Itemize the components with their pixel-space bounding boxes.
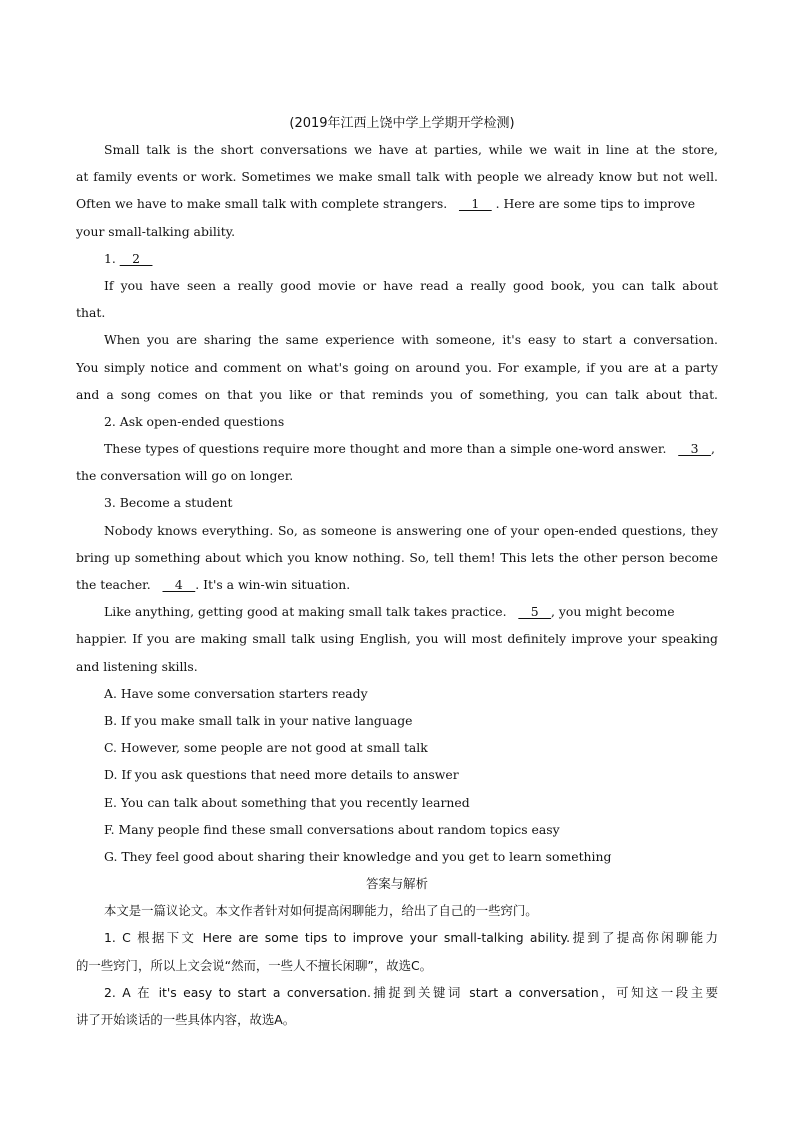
document-page (76, 112, 718, 1033)
passage-line: your small-talking ability. (76, 223, 236, 239)
passage-line: at family events or work. Sometimes we make small talk with people we already know but not well. (76, 169, 718, 185)
passage-line: You simply notice and comment on what's going on around you. For example, if you are at a party (76, 359, 718, 375)
blank-4: __4__ (162, 577, 196, 592)
passage-line: the conversation will go on longer. (76, 468, 294, 484)
analysis-line: 的一些窍门，所以上文会说“然而，一些人不擅长闲聊”，故选C。 (76, 957, 433, 973)
passage-line (76, 190, 718, 217)
passage-line (76, 571, 718, 598)
option-g: G. They feel good about sharing their knowledge and you get to learn something (104, 848, 612, 864)
passage-line: happier. If you are making small talk using English, you will most definitely improve your speaking (76, 631, 718, 647)
passage-text: Often we have to make small talk with complete strangers. (76, 196, 448, 212)
passage-line (76, 598, 718, 625)
analysis-line: 讲了开始谈话的一些具体内容，故选A。 (76, 1012, 296, 1027)
passage-text: These types of questions require more thought and more than a simple one-word answer. (104, 441, 667, 457)
page-title: (2019年江西上饶中学上学期开学检测) (289, 116, 515, 131)
passage-line: and a song comes on that you like or that reminds you of something, you can talk about that. (76, 386, 718, 402)
analysis-line: 1. C 根据下文 Here are some tips to improve your small-talking ability.提到了提高你闲聊能力 (104, 930, 718, 946)
passage-text: the teacher. (76, 577, 151, 592)
option-f: F. Many people find these small conversations about random topics easy (104, 821, 560, 837)
analysis-intro: 本文是一篇议论文。本文作者针对如何提高闲聊能力，给出了自己的一些窍门。 (104, 903, 538, 919)
option-e: E. You can talk about something that you recently learned (104, 794, 470, 810)
blank-3: __3__ (678, 441, 711, 457)
passage-line: and listening skills. (76, 658, 198, 674)
section-heading-3: 3. Become a student (104, 495, 233, 511)
blank-1: __1__ (458, 196, 492, 212)
passage-line: bring up something about which you know nothing. So, tell them! This lets the other person become (76, 549, 718, 565)
passage-line: Nobody knows everything. So, as someone is answering one of your open-ended questions, they (104, 522, 718, 538)
passage-text: Like anything, getting good at making small talk takes practice. (104, 604, 507, 620)
option-d: D. If you ask questions that need more details to answer (104, 767, 459, 783)
answer-heading: 答案与解析 (366, 876, 428, 892)
passage-line: When you are sharing the same experience with someone, it's easy to start a conversation. (104, 332, 718, 348)
analysis-line: 2. A 在 it's easy to start a conversation.捕捉到关键词 start a conversation，可知这一段主要 (104, 984, 718, 1000)
section-heading-2: 2. Ask open-ended questions (104, 413, 285, 429)
heading-number: 1. (104, 250, 120, 266)
blank-2: __2__ (119, 250, 153, 266)
option-c: C. However, some people are not good at small talk (104, 740, 428, 756)
passage-text: . It's a win-win situation. (195, 577, 351, 592)
section-heading-1 (76, 245, 718, 272)
passage-line: Small talk is the short conversations we have at parties, while we wait in line at the store, (104, 142, 718, 157)
passage-line: If you have seen a really good movie or have read a really good book, you can talk about (104, 277, 718, 293)
passage-text: . Here are some tips to improve (495, 196, 696, 212)
passage-line: that. (76, 305, 106, 321)
passage-text: , you might become (551, 604, 675, 620)
blank-5: __5__ (518, 604, 552, 620)
option-a: A. Have some conversation starters ready (104, 685, 368, 701)
passage-text: , (710, 441, 715, 457)
option-b: B. If you make small talk in your native language (104, 712, 413, 728)
passage-line (76, 435, 718, 462)
